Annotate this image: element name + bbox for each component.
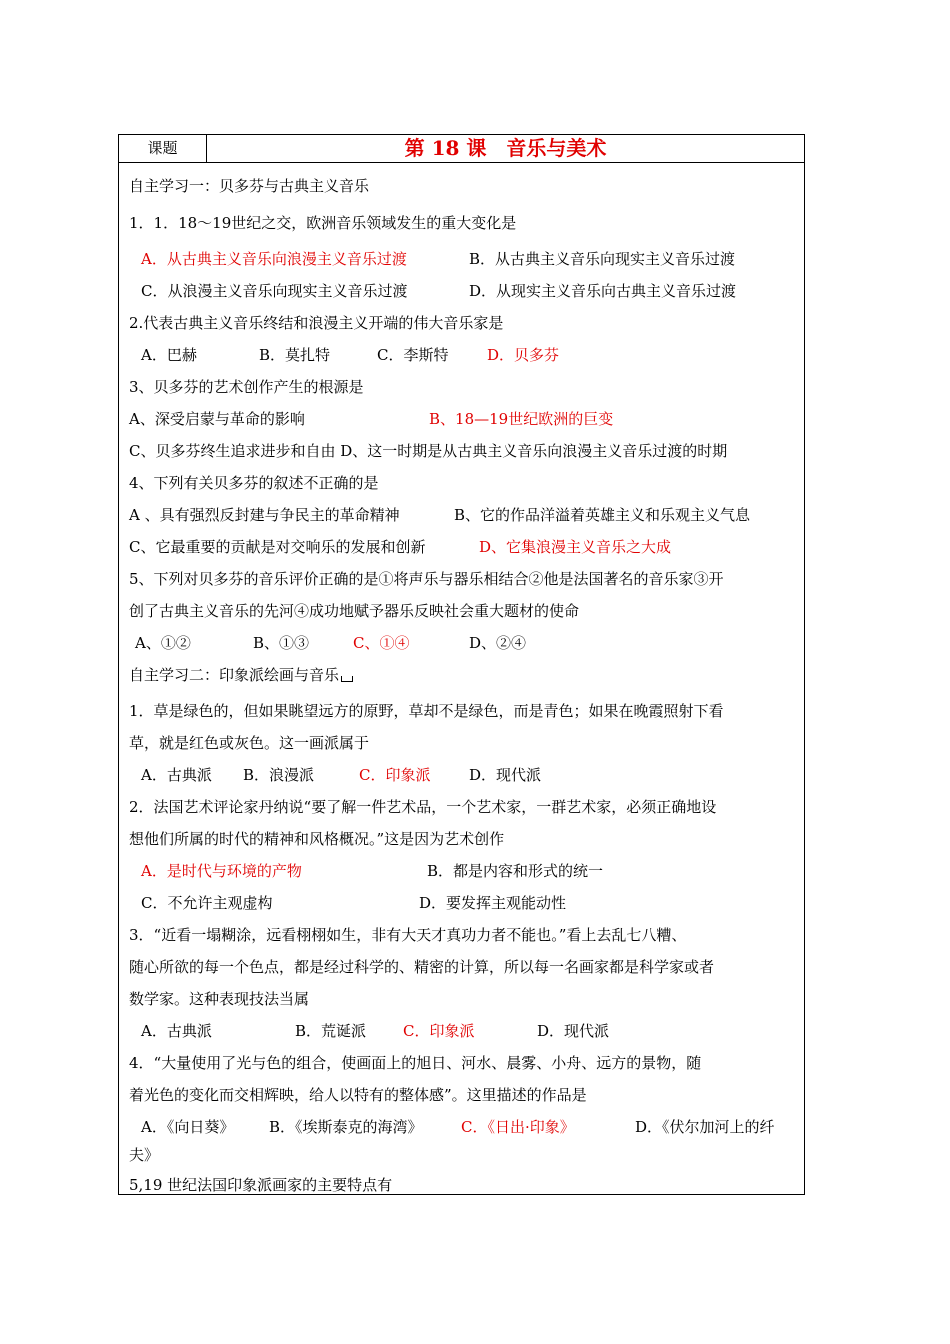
option-d: D．现代派 bbox=[469, 766, 542, 784]
section-title: 自主学习一：贝多芬与古典主义音乐 bbox=[129, 177, 370, 195]
topic-label: 课题 bbox=[119, 135, 207, 162]
option-b: B．都是内容和形式的统一 bbox=[427, 862, 604, 880]
question-stem: 4、下列有关贝多芬的叙述不正确的是 bbox=[129, 474, 379, 492]
question-stem-cont: 创了古典主义音乐的先河④成功地赋予器乐反映社会重大题材的使命 bbox=[129, 602, 580, 620]
question-stem-cont: 想他们所属的时代的精神和风格概况。”这是因为艺术创作 bbox=[129, 830, 505, 848]
option-c-answer: C．印象派 bbox=[403, 1022, 475, 1040]
option-c: C．从浪漫主义音乐向现实主义音乐过渡 bbox=[141, 282, 408, 300]
option-b: B、①③ bbox=[253, 634, 310, 652]
option-b: B．浪漫派 bbox=[243, 766, 315, 784]
option-a: A．《向日葵》 bbox=[141, 1118, 235, 1136]
question-stem: 3．“近看一塌糊涂，远看栩栩如生，非有大天才真功力者不能也。”看上去乱七八糟、 bbox=[129, 926, 687, 944]
option-b: B．《埃斯泰克的海湾》 bbox=[269, 1118, 423, 1136]
option-a: A．古典派 bbox=[141, 1022, 212, 1040]
option-a: A、①② bbox=[135, 634, 191, 652]
option-d-cont: 夫》 bbox=[129, 1146, 160, 1164]
option-a: A．巴赫 bbox=[141, 346, 197, 364]
option-b: B．莫扎特 bbox=[259, 346, 331, 364]
option-a-answer: A．从古典主义音乐向浪漫主义音乐过渡 bbox=[141, 250, 407, 268]
question-stem: 1．草是绿色的，但如果眺望远方的原野，草却不是绿色，而是青色；如果在晚霞照射下看 bbox=[129, 702, 724, 720]
section-title bbox=[129, 665, 353, 685]
option-b: B．荒诞派 bbox=[295, 1022, 367, 1040]
option-d-answer: D、它集浪漫主义音乐之大成 bbox=[479, 538, 672, 556]
question-stem-cont: 着光色的变化而交相辉映，给人以特有的整体感”。这里描述的作品是 bbox=[129, 1086, 587, 1104]
question-stem-cont: 随心所欲的每一个色点，都是经过科学的、精密的计算，所以每一名画家都是科学家或者 bbox=[129, 958, 715, 976]
question-stem: 2．法国艺术评论家丹纳说“要了解一件艺术品，一个艺术家，一群艺术家，必须正确地设 bbox=[129, 798, 717, 816]
question-stem: 4．“大量使用了光与色的组合，使画面上的旭日、河水、晨雾、小舟、远方的景物，随 bbox=[129, 1054, 702, 1072]
option-b: B．从古典主义音乐向现实主义音乐过渡 bbox=[469, 250, 736, 268]
question-stem: 5,19 世纪法国印象派画家的主要特点有 bbox=[129, 1176, 393, 1194]
question-stem: 3、贝多芬的艺术创作产生的根源是 bbox=[129, 378, 364, 396]
lesson-title: 第 18 课 音乐与美术 bbox=[404, 136, 607, 160]
question-stem-cont: 草，就是红色或灰色。这一画派属于 bbox=[129, 734, 370, 752]
question-stem: 5、下列对贝多芬的音乐评价正确的是①将声乐与器乐相结合②他是法国著名的音乐家③开 bbox=[129, 570, 724, 588]
option-a: A．古典派 bbox=[141, 766, 212, 784]
cursor-mark bbox=[341, 676, 353, 682]
question-stem-cont: 数学家。这种表现技法当属 bbox=[129, 990, 310, 1008]
option-d-answer: D．贝多芬 bbox=[487, 346, 560, 364]
option-c-answer: C．印象派 bbox=[359, 766, 431, 784]
header-row bbox=[119, 135, 804, 163]
option-d: D．现代派 bbox=[537, 1022, 610, 1040]
worksheet-table bbox=[118, 134, 805, 1195]
option-a: A 、具有强烈反封建与争民主的革命精神 bbox=[129, 506, 400, 524]
section-title-text: 自主学习二：印象派绘画与音乐 bbox=[129, 666, 340, 684]
option-b: B、它的作品洋溢着英雄主义和乐观主义气息 bbox=[454, 506, 751, 524]
option-c: C．李斯特 bbox=[377, 346, 449, 364]
option-c-d: C、贝多芬终生追求进步和自由 D、这一时期是从古典主义音乐向浪漫主义音乐过渡的时期 bbox=[129, 442, 728, 460]
option-c: C、它最重要的贡献是对交响乐的发展和创新 bbox=[129, 538, 426, 556]
option-c-answer: C、①④ bbox=[353, 634, 410, 652]
option-d: D．要发挥主观能动性 bbox=[419, 894, 567, 912]
option-d: D．《伏尔加河上的纤 bbox=[635, 1118, 775, 1136]
question-stem: 1．1．18～19世纪之交，欧洲音乐领域发生的重大变化是 bbox=[129, 214, 517, 232]
question-stem: 2.代表古典主义音乐终结和浪漫主义开端的伟大音乐家是 bbox=[129, 314, 504, 332]
option-c-answer: C．《日出·印象》 bbox=[461, 1118, 575, 1136]
option-c: C．不允许主观虚构 bbox=[141, 894, 273, 912]
option-d: D、②④ bbox=[469, 634, 527, 652]
option-a: A、深受启蒙与革命的影响 bbox=[129, 410, 305, 428]
option-a-answer: A．是时代与环境的产物 bbox=[141, 862, 302, 880]
option-b-answer: B、18—19世纪欧洲的巨变 bbox=[429, 410, 614, 428]
option-d: D．从现实主义音乐向古典主义音乐过渡 bbox=[469, 282, 737, 300]
